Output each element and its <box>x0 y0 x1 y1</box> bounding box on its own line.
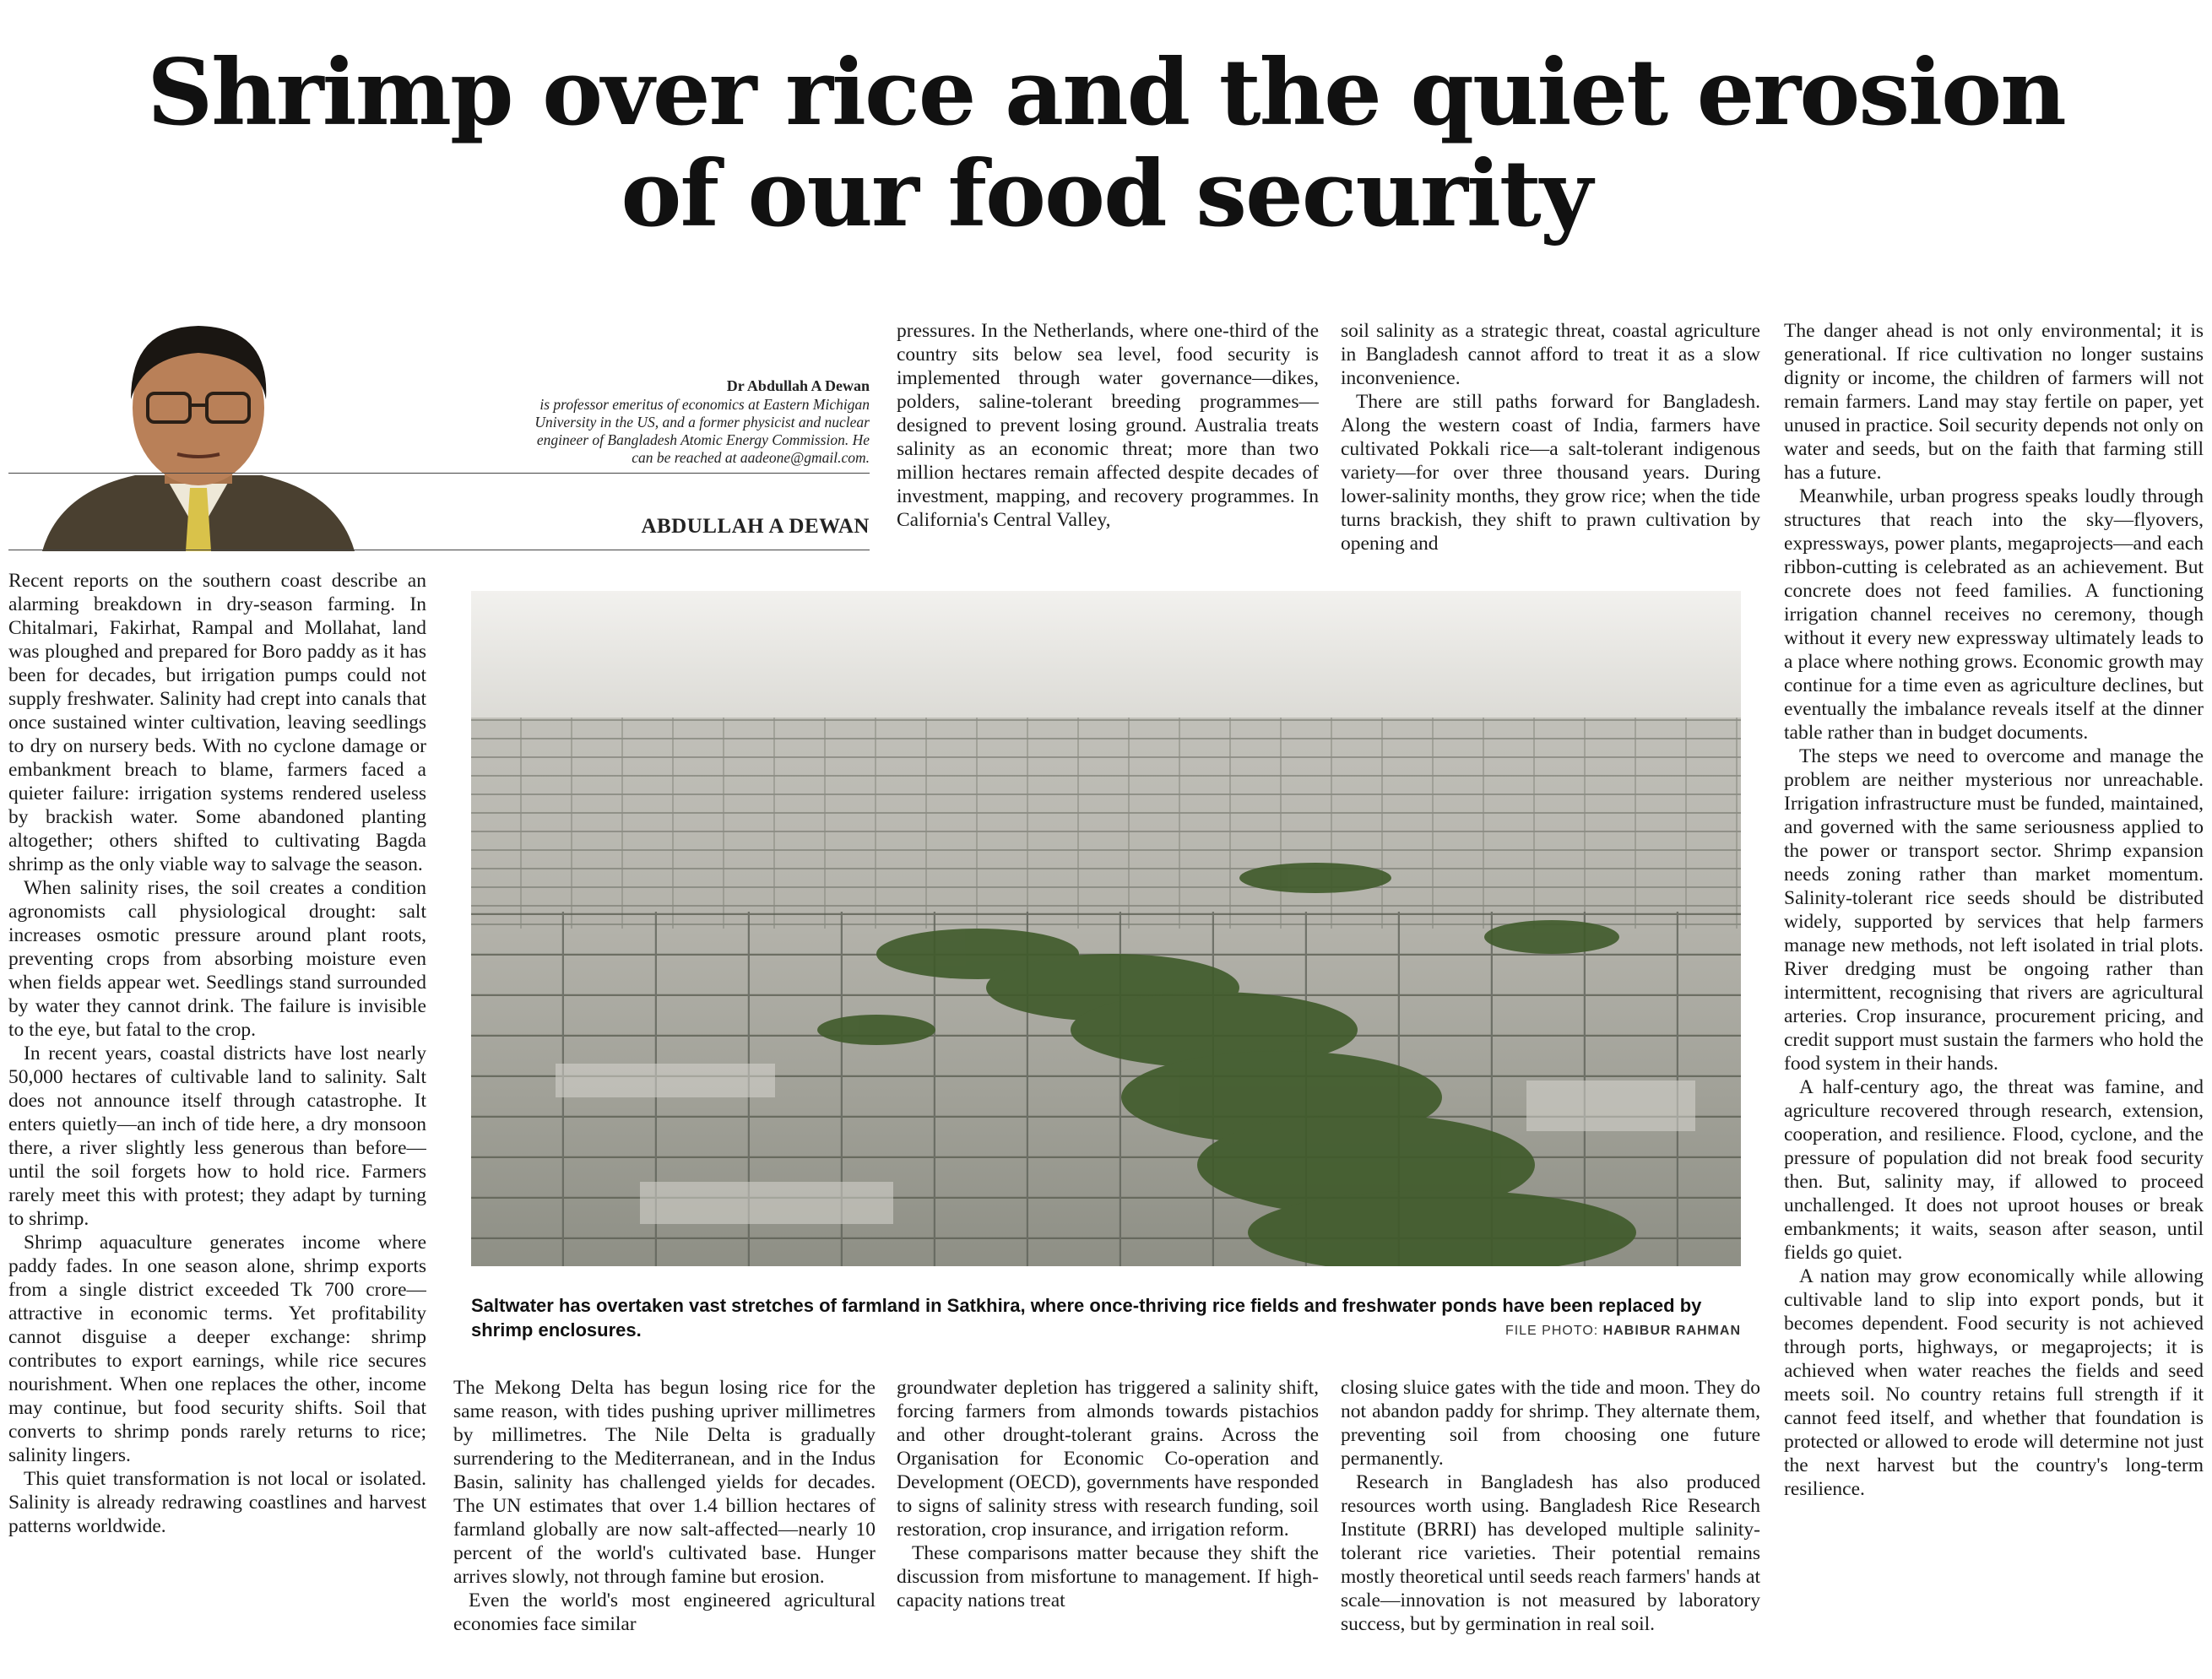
article-paragraph: The Mekong Delta has begun losing rice for the same reason, with tides pushing upriver millimetres by millimetres. The Nile Delta is gradually surrendering to the Mediterranean, and in the Indus Basin, salinity has challenged yields for decades. The UN estimates that over 1.4 billion hectares of farmland globally are now salt-affected—nearly 10 percent of the world's cultivated base. Hunger arrives slowly, not through famine but erosion. <box>453 1377 876 1588</box>
photo-caption: Saltwater has overtaken vast stretches of farmland in Satkhira, where once-thriving rice fields and freshwater ponds have been replaced by shrimp enclosures. <box>471 1295 1702 1340</box>
article-paragraph: groundwater depletion has triggered a salinity shift, forcing farmers from almonds towards pistachios and other drought-tolerant grains. Across the Organisation for Economic Co-operation and Development (OECD), governments have responded to signs of salinity stress with research funding, soil restoration, crop insurance, and irrigation reform. <box>897 1377 1319 1541</box>
article-column-4-top <box>1341 319 1760 564</box>
article-paragraph: The danger ahead is not only environmental; it is generational. If rice cultivation no longer sustains dignity or income, the children of farmers will not remain farmers. Land may stay fertile on paper, yet unused in practice. Soil security depends not only on water and seeds, but on the faith that farming still has a future. <box>1784 320 2204 484</box>
headline <box>0 42 2212 245</box>
article-column-5 <box>1784 319 2204 1675</box>
byline-divider <box>8 473 870 474</box>
article-paragraph: These comparisons matter because they shift the discussion from misfortune to management. If high-capacity nations treat <box>897 1542 1319 1611</box>
article-column-2-bottom <box>453 1376 876 1675</box>
article-paragraph: Meanwhile, urban progress speaks loudly through structures that reach into the sky—flyovers, expressways, power plants, megaprojects—and each ribbon-cutting is celebrated as an achievement. But concrete does not feed families. A functioning irrigation channel receives no ceremony, though without it every new expressway ultimately leads to a place where nothing grows. Economic growth may continue for a time even as agriculture declines, but eventually the imbalance reveals itself at the dinner table rather than in budget documents. <box>1784 485 2204 744</box>
article-paragraph: A half-century ago, the threat was famine, and agriculture recovered through research, extension, cooperation, and resilience. Flood, cyclone, and the pressure of population did not break food security then. But, salinity may, if allowed to proceed unchallenged. It does not uproot houses or break embankments; it waits, season after season, until fields go quiet. <box>1784 1076 2204 1264</box>
author-bio-line: is professor emeritus of economics at Eastern Michigan <box>539 396 870 413</box>
article-paragraph: The steps we need to overcome and manage the problem are neither mysterious nor unreachable. Irrigation infrastructure must be funded, maintained, and governed with the same seriousness applied to the power or transport sector. Shrimp expansion needs zoning rather than market momentum. Salinity-tolerant rice seeds should be distributed widely, supported by services that help farmers manage new methods, not left isolated in trial plots. River dredging must be ongoing rather than intermittent, recognising that rivers are agricultural arteries. Crop insurance, procurement pricing, and credit support must sustain the farmers who hold the food system in their hands. <box>1784 745 2204 1075</box>
author-bio-line: University in the US, and a former physicist and nuclear <box>534 414 870 431</box>
article-paragraph: Research in Bangladesh has also produced resources worth using. Bangladesh Rice Research Institute (BRRI) has developed multiple salinity-tolerant rice varieties. Their potential remains mostly theoretical until seeds reach farmers' hands at scale—innovation is not measured by laboratory success, but by germination in real soil. <box>1341 1471 1760 1635</box>
article-paragraph: This quiet transformation is not local or isolated. Salinity is already redrawing coastlines and harvest patterns worldwide. <box>8 1468 426 1537</box>
photo-credit <box>1351 1324 1741 1339</box>
author-bio-line: engineer of Bangladesh Atomic Energy Commission. He <box>536 431 870 448</box>
article-paragraph: When salinity rises, the soil creates a condition agronomists call physiological drought: salt increases osmotic pressure around plant roots, preventing crops from absorbing moisture even when fields appear wet. Seedlings stand surrounded by water they cannot drink. The failure is invisible to the eye, but fatal to the crop. <box>8 877 426 1041</box>
author-bio <box>405 376 870 467</box>
article-paragraph: Even the world's most engineered agricultural economies face similar <box>453 1590 876 1635</box>
article-paragraph: Recent reports on the southern coast describe an alarming breakdown in dry-season farming. In Chitalmari, Fakirhat, Rampal and Mollahat, land was ploughed and prepared for Boro paddy as it has been for decades, but irrigation pumps could not supply freshwater. Salinity had crept into canals that once sustained winter cultivation, leaving seedlings to dry on nursery beds. With no cyclone damage or embankment breach to blame, farmers faced a quieter failure: irrigation systems rendered useless by brackish water. Some abandoned planting altogether; others shifted to cultivating Bagda shrimp as the only viable way to salvage the season. <box>8 570 426 875</box>
author-name: Dr Abdullah A Dewan <box>726 377 870 394</box>
article-column-4-bottom <box>1341 1376 1760 1675</box>
article-paragraph: There are still paths forward for Bangladesh. Along the western coast of India, farmers have cultivated Pokkali rice—a salt-tolerant indigenous variety—for over three thousand years. During lower-salinity months, they grow rice; when the tide turns brackish, they shift to prawn cultivation by opening and <box>1341 391 1760 555</box>
author-photo <box>8 311 380 551</box>
article-paragraph: In recent years, coastal districts have lost nearly 50,000 hectares of cultivable land to salinity. Salt does not announce itself through catastrophe. It enters quietly—an inch of tide here, a dry monsoon there, a river slightly less generous than before—until the soil forgets how to hold rice. Farmers rarely meet this with protest; they adapt by turning to shrimp. <box>8 1043 426 1230</box>
photo-credit-name: HABIBUR RAHMAN <box>1602 1324 1741 1338</box>
article-paragraph: soil salinity as a strategic threat, coastal agriculture in Bangladesh cannot afford to treat it as a slow inconvenience. <box>1341 320 1760 389</box>
headline-line-1: Shrimp over rice and the quiet erosion <box>147 40 2065 146</box>
article-paragraph: pressures. In the Netherlands, where one-third of the country sits below sea level, food security is implemented through water governance—dikes, polders, saline-tolerant breeding programmes—designed to prevent losing ground. Australia treats salinity as an economic threat; more than two million hectares remain affected despite decades of investment, mapping, and recovery programmes. In California's Central Valley, <box>897 320 1319 531</box>
byline: ABDULLAH A DEWAN <box>641 515 870 538</box>
article-column-3-bottom <box>897 1376 1319 1675</box>
photo-credit-label: FILE PHOTO: <box>1504 1324 1599 1338</box>
article-paragraph: closing sluice gates with the tide and moon. They do not abandon paddy for shrimp. They alternate them, preventing soil from choosing one future permanently. <box>1341 1377 1760 1470</box>
headline-line-2: of our food security <box>621 141 1591 247</box>
article-paragraph: A nation may grow economically while allowing cultivable land to slip into export ponds, but it becomes dependent. Food security is not achieved through ports, highways, or megaprojects; it is achieved when water reaches the fields and seed meets soil. No country retains full strength if it cannot feed itself, and whether that foundation is protected or allowed to erode will determine not just the next harvest but the country's long-term resilience. <box>1784 1265 2204 1500</box>
aerial-farmland-photo <box>471 591 1741 1266</box>
article-paragraph: Shrimp aquaculture generates income where paddy fades. In one season alone, shrimp exports from a single district exceeded Tk 700 crore—attractive in economic terms. Yet profitability cannot disguise a deeper exchange: shrimp contributes to export earnings, while rice secures nourishment. When one replaces the other, income may continue, but food security shifts. Soil that converts to shrimp ponds rarely returns to rice; salinity lingers. <box>8 1232 426 1466</box>
author-bio-line: can be reached at aadeone@gmail.com. <box>632 449 870 466</box>
article-column-1 <box>8 569 426 1675</box>
article-column-3-top <box>897 319 1319 564</box>
